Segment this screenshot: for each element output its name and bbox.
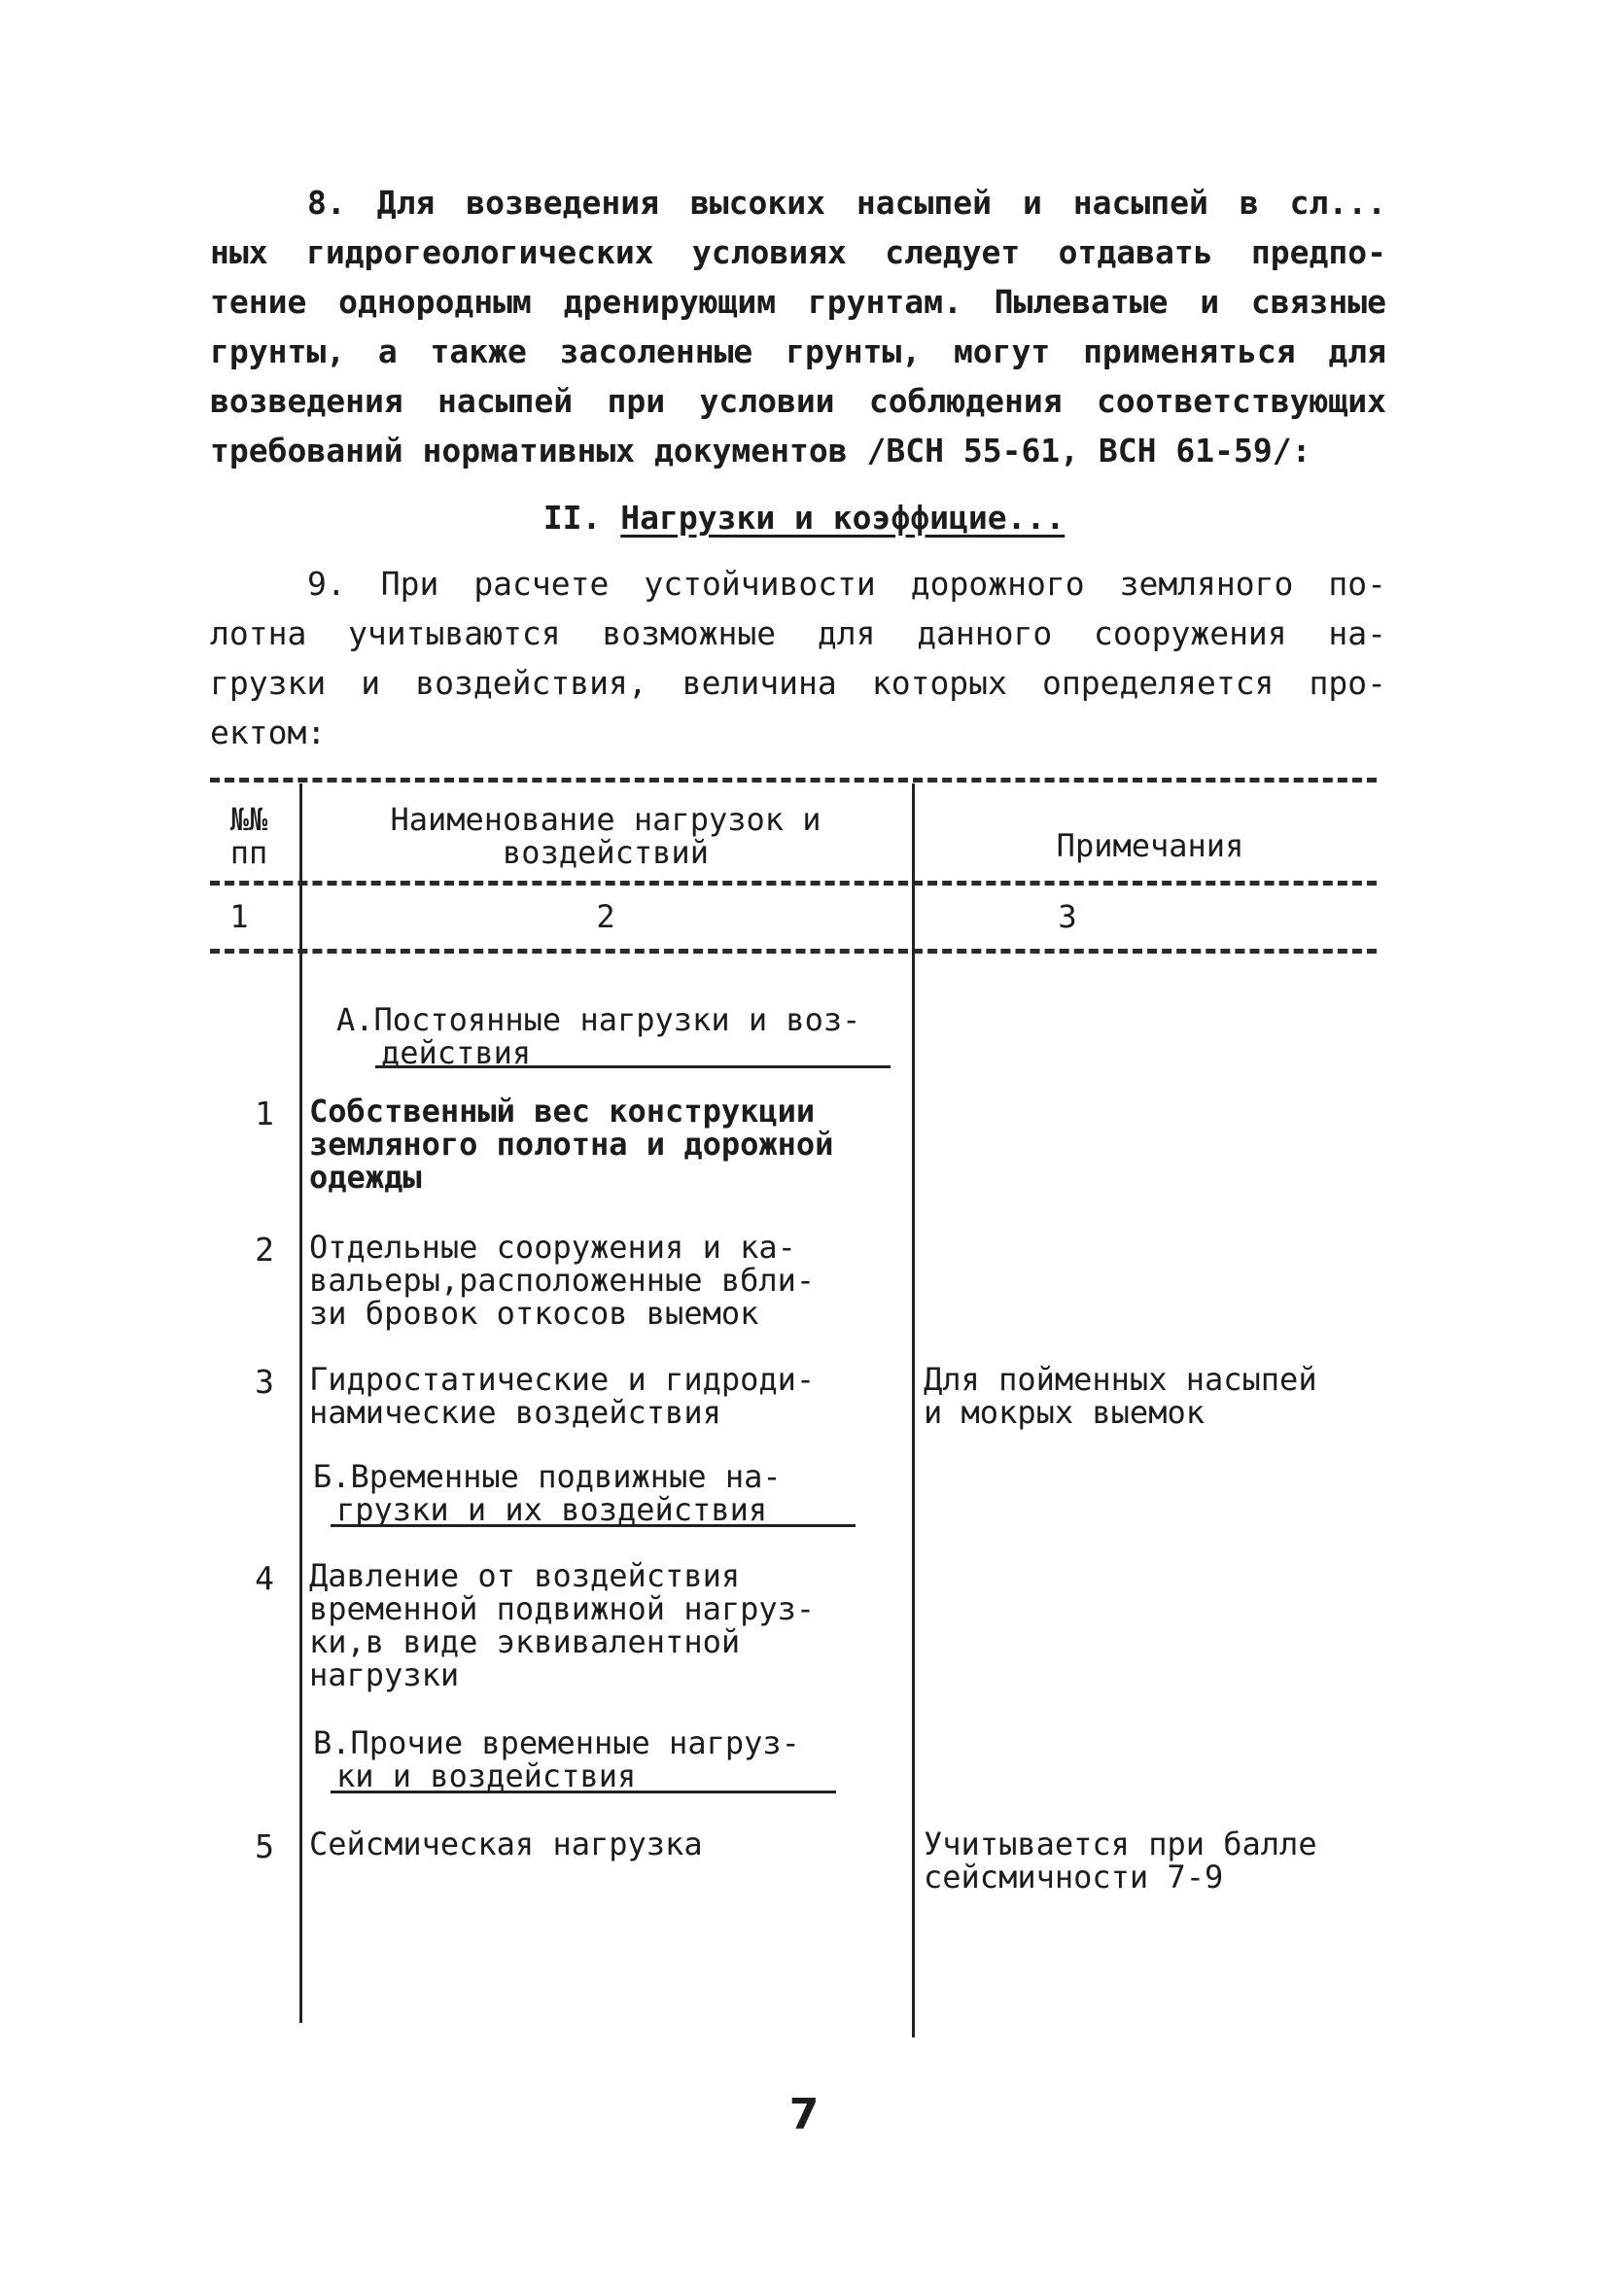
row-note-line: Для пойменных насыпей [924,1361,1317,1398]
row-note-line: Учитывается при балле [924,1826,1317,1862]
row-number: 3 [255,1363,274,1401]
row-number: 5 [255,1827,274,1865]
table-colnum-rule [210,949,1377,954]
page-number: 7 [788,2090,820,2139]
row-name-line: одежды [309,1159,422,1196]
paragraph-9-line: грузки и воздействия, величина которых определяется про- [210,664,1386,702]
table-column-divider [912,783,915,2037]
paragraph-8-line: 8. Для возведения высоких насыпей и насыпей в сл... [307,184,1386,222]
row-name [309,1363,815,1429]
header-text: Наименование нагрузок и [390,801,821,838]
header-col-notes: Примечания [1056,827,1244,864]
colnum-3: 3 [1058,898,1077,935]
paragraph-8-line: тение однородным дренирующим грунтам. Пылеватые и связные [210,283,1386,321]
row-name-line: Собственный вес конструкции [309,1093,816,1130]
row-name [309,1231,815,1330]
row-name-line: вальеры,расположенные вбли- [309,1262,816,1299]
colnum-2: 2 [596,898,615,935]
row-note [924,1363,1317,1429]
section-title: Нагрузки и коэффицие... [620,499,1066,537]
group-heading-line: действия [381,1034,532,1071]
header-text: пп [229,834,268,871]
header-col-name [309,803,902,869]
row-name-line: зи бровок откосов выемок [309,1295,759,1332]
group-v-heading [313,1726,800,1792]
row-number: 4 [255,1559,274,1597]
paragraph-9-line: ектом: [210,713,327,751]
group-b-heading [313,1460,782,1526]
header-text: воздействий [503,834,709,871]
row-name-line: намические воздействия [309,1394,721,1431]
row-note-line: сейсмичности 7-9 [924,1859,1224,1896]
paragraph-9 [210,559,1386,757]
group-heading-line: ки и воздействия [336,1757,637,1794]
group-heading-line: Б.Временные подвижные на- [313,1458,782,1495]
section-number: II. [542,499,602,537]
table-top-rule [210,778,1377,783]
paragraph-8-line: ных гидрогеологических условиях следует отдавать предпо- [210,233,1386,271]
header-text: №№ [229,801,268,838]
row-name [309,1095,833,1194]
paragraph-8 [210,178,1386,475]
row-name-line: ки,в виде эквивалентной [309,1623,741,1660]
paragraph-8-line: возведения насыпей при условии соблюдения соответствующих [210,382,1386,420]
row-name [309,1559,815,1691]
group-a-heading [336,1003,860,1069]
group-v-underline [331,1791,836,1793]
paragraph-8-line: требований нормативных документов /ВСН 55-61, ВСН 61-59/: [210,432,1311,470]
row-number: 1 [255,1095,274,1132]
row-name-line: земляного полотна и дорожной [309,1126,834,1163]
group-heading-line: А.Постоянные нагрузки и воз- [336,1001,861,1038]
row-note [924,1827,1317,1894]
paragraph-9-line: лотна учитываются возможные для данного сооружения на- [210,614,1386,652]
section-heading [0,494,1608,542]
row-note-line: и мокрых выемок [924,1394,1205,1431]
row-name-line: Отдельные сооружения и ка- [309,1229,796,1266]
row-name-line: Давление от воздействия [309,1557,741,1594]
row-name-line: временной подвижной нагруз- [309,1590,816,1627]
paragraph-8-line: грунты, а также засоленные грунты, могут применяться для [210,332,1386,370]
group-heading-line: В.Прочие временные нагруз- [313,1724,800,1761]
row-name-line: нагрузки [309,1656,460,1693]
group-a-underline [375,1065,891,1068]
colnum-1: 1 [229,898,249,935]
header-col-number [210,803,288,869]
group-heading-line: грузки и их воздействия [336,1491,768,1528]
row-name-line: Сейсмическая нагрузка [309,1826,703,1862]
row-number: 2 [255,1231,274,1269]
table-column-divider [299,783,302,2023]
row-name [309,1827,703,1861]
paragraph-9-line: 9. При расчете устойчивости дорожного земляного по- [307,565,1386,603]
group-b-underline [331,1524,856,1527]
row-name-line: Гидростатические и гидроди- [309,1361,816,1398]
table-header-rule [210,881,1377,886]
